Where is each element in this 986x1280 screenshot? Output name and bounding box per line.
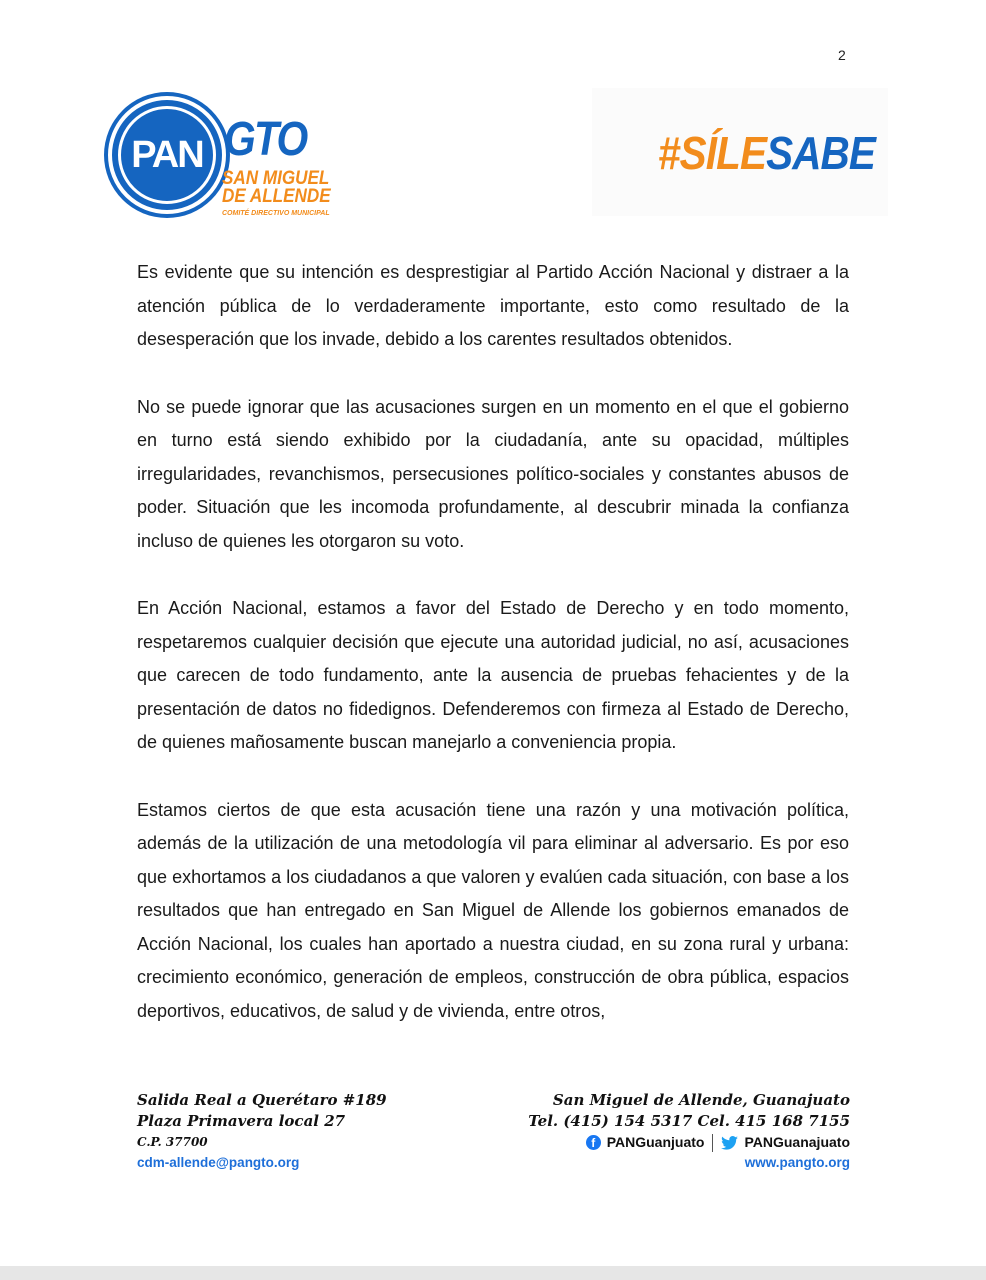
paragraph: Estamos ciertos de que esta acusación tiene una razón y una motivación política, además de la utilización de una metodología vil para eliminar al adversario. Es por eso que exhortamos a los ciudadanos a que valoren y evalúen cada situación, con base a los resultados que han entregado en San Miguel de Allende los gobiernos emanados de Acción Nacional, los cuales han aportado a nuestra ciudad, en su zona rural y urbana: crecimiento económico, generación de empleos, construcción de obra pública, espacios deportivos, educativos, de salud y de vivienda, entre otros, — [137, 799, 849, 1021]
postal-code: C.P. 37700 — [137, 1135, 208, 1149]
page-bottom-edge — [0, 1266, 986, 1280]
page-number: 2 — [838, 47, 846, 63]
paragraph: No se puede ignorar que las acusaciones surgen en un momento en el que el gobierno en turno está siendo exhibido por la ciudadanía, ante su opacidad, múltiples irregularidades, revanchismos, persecusiones político-sociales y constantes abusos de poder. Situación que les incomoda profundamente, al descubrir minada la confianza incluso de quienes les otorgaron su voto. — [137, 396, 849, 551]
email-link[interactable]: cdm-allende@pangto.org — [137, 1155, 300, 1170]
facebook-icon: f — [586, 1135, 601, 1150]
twitter-handle[interactable]: PANGuanajuato — [744, 1134, 850, 1150]
website-link[interactable]: www.pangto.org — [744, 1155, 850, 1170]
address-line: Plaza Primavera local 27 — [137, 1112, 346, 1130]
gto-logo-text: GTO — [224, 113, 307, 166]
paragraph: En Acción Nacional, estamos a favor del Estado de Derecho y en todo momento, respetaremos cualquier decisión que ejecute una autoridad judicial, no así, acusaciones que carecen de todo fundamento, ante la ausencia de pruebas fehacientes y de la presentación de datos no fidedignos. Defenderemos con firmeza al Estado de Derecho, de quienes mañosamente buscan manejarlo a conveniencia propia. — [137, 598, 849, 752]
pan-logo-text: PAN — [131, 133, 203, 176]
divider — [712, 1134, 713, 1152]
address-line: Salida Real a Querétaro #189 — [137, 1091, 387, 1109]
city-logo-text: SAN MIGUEL DE ALLENDE — [222, 168, 331, 207]
footer-address — [137, 1090, 387, 1173]
hashtag-logo: #SÍLESABE — [658, 127, 876, 179]
comite-logo-text: COMITÉ DIRECTIVO MUNICIPAL — [222, 210, 330, 217]
social-links — [528, 1132, 850, 1153]
city-line: San Miguel de Allende, Guanajuato — [552, 1091, 850, 1109]
pan-gto-logo — [108, 96, 348, 226]
pan-circle-emblem — [108, 96, 226, 214]
document-body — [137, 256, 849, 1062]
footer-contact — [528, 1090, 850, 1173]
paragraph: Es evidente que su intención es desprestigiar al Partido Acción Nacional y distraer a la atención pública de lo verdaderamente importante, esto como resultado de la desesperación que los invade, debido a los carentes resultados obtenidos. — [137, 262, 849, 349]
phone-line: Tel. (415) 154 5317 Cel. 415 168 7155 — [528, 1112, 850, 1130]
facebook-handle[interactable]: PANGuanjuato — [606, 1134, 705, 1150]
twitter-icon — [721, 1136, 738, 1150]
